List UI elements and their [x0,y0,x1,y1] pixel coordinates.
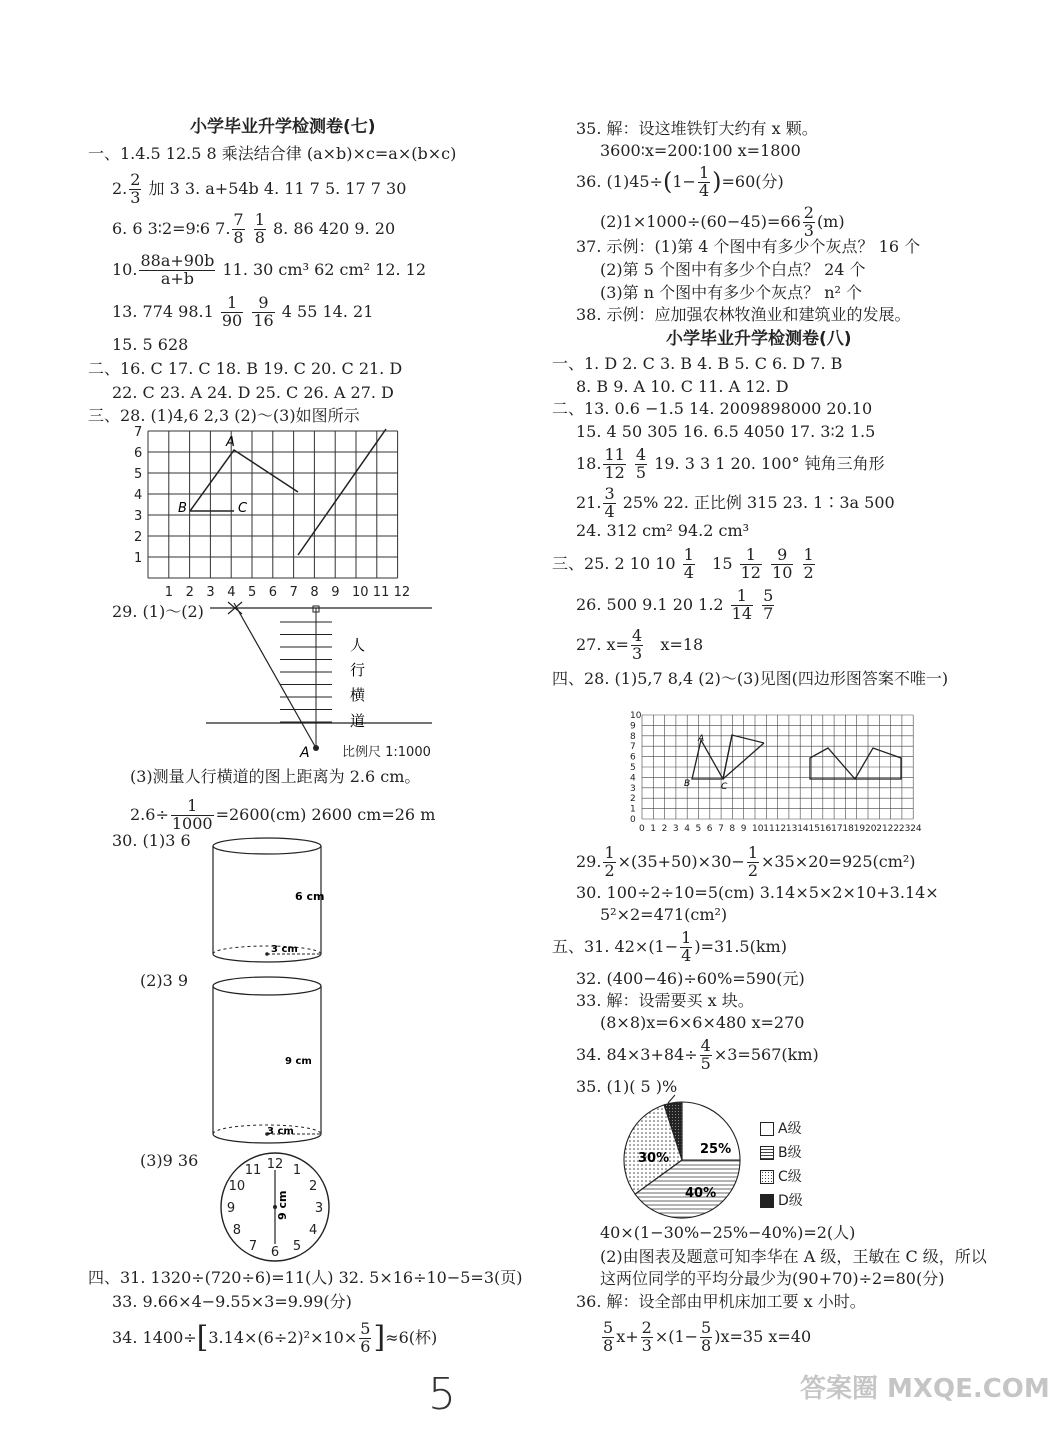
answer-line: 30. (1)3 6 [112,831,191,850]
crosswalk-label: 行 [350,661,366,679]
answer-line: (2)第 5 个图中有多少个白点？ 24 个 [600,260,866,279]
section-title-7: 小学毕业升学检测卷(七) [190,117,376,137]
answer-line: 三、28. (1)4,6 2,3 (2)～(3)如图所示 [88,406,360,425]
y-tick-label: 3 [630,783,636,794]
scale-label: 比例尺 1:1000 [342,745,431,760]
clock-diagram [218,1150,332,1264]
x-tick-label: 21 [876,824,888,834]
watermark-logo: 答案圈 MXQE.COM [800,1374,1050,1404]
legend-item: C级 [760,1166,803,1190]
x-tick-label: 5 [695,824,702,834]
coordinate-grid-q28-8 [626,700,926,840]
y-tick-label: 6 [134,446,143,461]
answer-line: 29. $\frac{1}{2}$ ×(35+50)×30− $\frac{1}{2}$ ×35×20=925(cm²) [576,843,916,880]
answer-line: 37. 示例：(1)第 4 个图中有多少个灰点？ 16 个 [576,237,921,256]
answer-line: (2)由图表及题意可知李华在 A 级，王敏在 C 级，所以 [600,1247,987,1266]
y-tick-label: 7 [630,742,636,753]
clock-number: 7 [248,1239,258,1255]
clock-number: 9 [226,1201,236,1216]
answer-line: 24. 312 cm² 94.2 cm³ [576,521,750,540]
answer-line: 一、1.4.5 12.5 8 乘法结合律 (a×b)×c=a×(b×c) [88,144,457,163]
x-tick-label: 13 [785,824,798,834]
hexagon [810,748,901,779]
y-tick-label: 4 [134,488,143,503]
answer-line: (2)1×1000÷(60−45)=66 $\frac{2}{3}$ (m) [600,203,845,240]
pie-label-b: 40% [685,1186,717,1201]
y-tick-label: 4 [630,773,636,784]
answer-line: (2)3 9 [140,971,189,990]
x-tick-label: 1 [164,585,174,600]
legend-item: A级 [760,1118,803,1142]
clock-number: 6 [270,1245,280,1260]
y-tick-label: 9 [630,721,636,732]
x-tick-label: 4 [227,585,236,600]
clock-number: 1 [292,1162,302,1178]
x-tick-label: 7 [289,585,298,600]
cylinder-2 [205,974,335,1150]
answer-line: 8. B 9. A 10. C 11. A 12. D [576,377,789,396]
point-label-c: C [721,782,728,792]
radius-label: 3 cm [267,1126,294,1137]
answer-line: 这两位同学的平均分最少为(90+70)÷2=80(分) [600,1269,945,1288]
answer-line: 33. 解：设需要买 x 块。 [576,991,754,1010]
x-tick-label: 9 [740,824,747,834]
x-tick-label: 5 [248,585,257,600]
answer-line: 四、28. (1)5,7 8,4 (2)～(3)见图(四边形图答案不唯一) [552,669,949,688]
y-tick-label: 5 [134,467,143,482]
clock-number: 5 [292,1239,302,1255]
x-tick-label: 16 [819,824,832,834]
answer-line: 3600∶x=200∶100 x=1800 [600,141,801,160]
y-tick-label: 6 [630,752,636,763]
answer-line: 13. 774 98.1 $\frac{1}{90}$ $\frac{9}{16}$ 4 55 14. 21 [112,293,374,330]
answer-line: 5²×2=471(cm²) [600,905,728,924]
answer-line: 21. $\frac{3}{4}$ 25% 22. 正比例 315 23. 1∶3a 500 [576,484,895,521]
answer-line: 32. (400−46)÷60%=590(元) [576,969,805,988]
x-tick-label: 3 [672,824,679,834]
answer-line: 18. $\frac{11}{12}$ $\frac{4}{5}$ 19. 3 3 1 20. 100° 钝角三角形 [576,445,885,482]
clock-number: 4 [308,1223,318,1238]
x-tick-label: 3 [206,585,215,600]
clock-number: 8 [232,1223,242,1238]
answer-line: 二、13. 0.6 −1.5 14. 2009898000 20.10 [552,399,873,418]
y-tick-label: 5 [630,763,636,773]
x-tick-label: 6 [706,824,713,834]
answer-line: 36. (1)45÷(1− $\frac{1}{4}$ )=60(分) [576,163,784,200]
x-tick-label: 6 [268,585,278,600]
answer-line: 10. $\frac{88a+90b}{a+b}$ 11. 30 cm³ 62 cm² 12. 12 [112,251,427,288]
triangle [692,740,723,779]
answer-line: 22. C 23. A 24. D 25. C 26. A 27. D [112,383,394,402]
answer-line: 四、31. 1320÷(720÷6)=11(人) 32. 5×16÷10−5=3(页) [88,1268,523,1287]
crosswalk-label: 横 [350,686,366,704]
x-tick-label: 2 [661,824,668,834]
x-tick-label: 9 [331,585,340,600]
answer-line: 6. 6 3∶2=9∶6 7. $\frac{7}{8}$ $\frac{1}{8}$ 8. 86 420 9. 20 [112,210,396,247]
answer-line: 35. 解：设这堆铁钉大约有 x 颗。 [576,119,818,138]
answer-line: 2.6÷ $\frac{1}{1000}$ =2600(cm) 2600 cm=26 m [130,796,436,833]
answer-line: (3)第 n 个图中有多少个灰点？ n² 个 [600,283,863,302]
legend-item: D级 [760,1190,803,1214]
height-label: 6 cm [295,890,325,903]
answer-line: 27. x= $\frac{4}{3}$ x=18 [576,626,704,663]
point-a [313,745,319,751]
y-tick-label: 0 [630,815,636,825]
x-tick-label: 12 [393,585,411,600]
answer-line: 26. 500 9.1 20 1.2 $\frac{1}{14}$ $\frac{5}{7}$ [576,586,774,623]
answer-line: $\frac{5}{8}$ x+ $\frac{2}{3}$ ×(1− $\frac{5}{8}$ )x=35 x=40 [603,1318,812,1355]
page-number: 5 [428,1369,456,1420]
path-line [234,603,316,748]
crosswalk-label: 人 [350,636,366,654]
x-tick-label: 15 [808,824,820,834]
x-tick-label: 4 [684,824,690,834]
crosswalk-label: 道 [350,712,366,730]
answer-line: 15. 4 50 305 16. 6.5 4050 17. 3∶2 1.5 [576,422,876,441]
answer-line: 40×(1−30%−25%−40%)=2(人) [600,1223,856,1242]
point-label-b: B [684,779,691,789]
y-tick-label: 2 [630,794,636,805]
y-tick-label: 2 [134,530,143,545]
section-title-8: 小学毕业升学检测卷(八) [666,329,852,349]
x-tick-label: 10 [752,824,764,834]
clock-number: 2 [308,1179,318,1194]
point-label-b: B [178,501,187,516]
pie-legend [760,1118,803,1214]
x-tick-label: 12 [774,824,787,834]
pie-label-c: 30% [638,1151,670,1166]
x-tick-label: 19 [853,824,866,834]
legend-item: B级 [760,1142,803,1166]
coordinate-grid-q28-7 [128,420,418,600]
clock-number: 11 [244,1162,262,1178]
y-tick-label: 8 [630,731,636,742]
y-tick-label: 3 [134,509,143,524]
x-tick-label: 24 [910,824,922,834]
x-tick-label: 1 [650,824,657,834]
answer-line: 33. 9.66×4−9.55×3=9.99(分) [112,1292,352,1311]
x-tick-label: 23 [898,824,911,834]
x-tick-label: 17 [831,824,843,834]
x-tick-label: 18 [842,824,854,834]
clock-number: 12 [266,1157,284,1172]
x-tick-label: 10 [352,585,369,600]
x-tick-label: 0 [639,824,645,834]
clock-length-label: 9 cm [276,1190,289,1220]
x-tick-label: 20 [865,824,877,834]
answer-line: 36. 解：设全部由甲机床加工要 x 小时。 [576,1292,866,1311]
answer-line: 34. 84×3+84÷ $\frac{4}{5}$ ×3=567(km) [576,1036,819,1073]
answer-line: 一、1. D 2. C 3. B 4. B 5. C 6. D 7. B [552,354,843,373]
x-tick-label: 11 [372,585,390,600]
x-tick-label: 7 [718,824,724,834]
x-tick-label: 8 [310,585,319,600]
answer-line: (8×8)x=6×6×480 x=270 [600,1013,805,1032]
point-label-a: A [300,745,310,761]
answer-line: 三、25. 2 10 10 $\frac{1}{4}$ 15 $\frac{1}{12}$ $\frac{9}{10}$ $\frac{1}{2}$ [552,545,814,582]
answer-line: 15. 5 628 [112,335,189,354]
pie-label-a: 25% [700,1142,732,1157]
cylinder-1 [205,836,335,966]
answer-line: 二、16. C 17. C 18. B 19. C 20. C 21. D [88,359,403,378]
answer-line: 2. $\frac{2}{3}$ 加 3 3. a+54b 4. 11 7 5. 17 7 30 [112,170,407,207]
answer-line: (3)测量人行横道的图上距离为 2.6 cm。 [130,767,421,786]
answer-line: 35. (1)( 5 )% [576,1077,678,1096]
clock-number: 3 [314,1201,324,1216]
answer-line: 五、31. 42×(1− $\frac{1}{4}$ )=31.5(km) [552,928,787,965]
y-tick-label: 7 [134,425,143,440]
answer-line: 38. 示例：应加强农林牧渔业和建筑业的发展。 [576,305,911,324]
pie-chart [620,1095,760,1220]
height-label: 9 cm [285,1056,312,1067]
answer-line: 30. 100÷2÷10=5(cm) 3.14×5×2×10+3.14× [576,883,939,902]
point-label-c: C [238,501,248,516]
answer-line: 34. 1400÷[3.14×(6÷2)²×10× $\frac{5}{6}$ ]≈6(杯) [112,1319,438,1356]
y-tick-label: 1 [630,804,636,815]
y-tick-label: 1 [134,551,143,566]
x-tick-label: 14 [797,824,809,834]
x-tick-label: 8 [729,824,736,834]
answer-line: (3)9 36 [140,1151,199,1170]
y-tick-label: 10 [630,711,642,721]
x-tick-label: 11 [763,824,775,834]
x-tick-label: 22 [887,824,900,834]
point-label-a: A [698,734,705,744]
clock-number: 10 [228,1179,246,1194]
radius-label: 3 cm [271,944,298,955]
point-label-a: A [226,435,235,450]
x-tick-label: 2 [185,585,194,600]
answer-line: 29. (1)～(2) [112,602,204,621]
